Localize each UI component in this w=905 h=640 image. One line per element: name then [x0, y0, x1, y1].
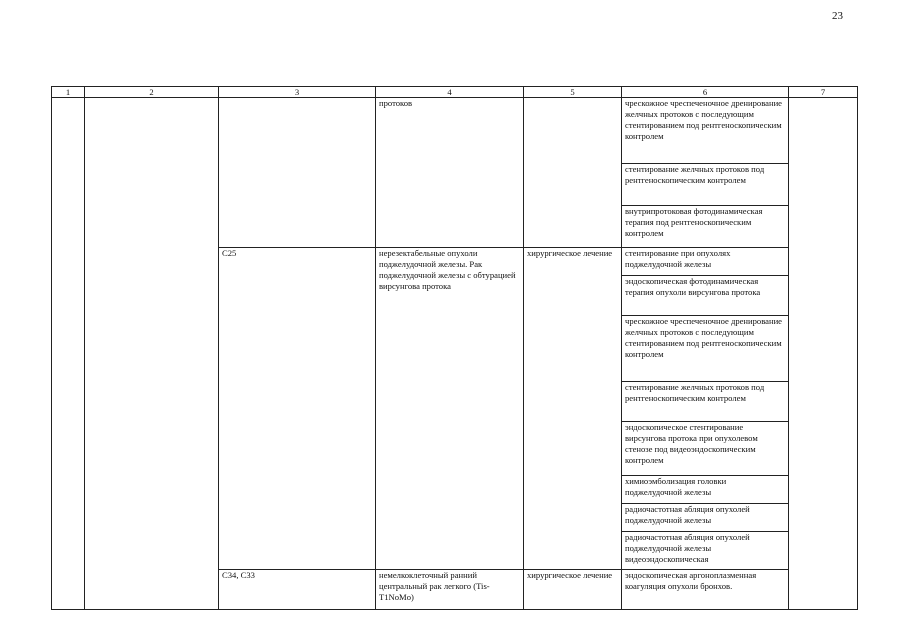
col-header-5: 5	[524, 87, 622, 98]
cell-diagnosis: протоков	[376, 98, 524, 248]
cell-col-1	[52, 98, 85, 610]
cell-method: чрескожное чреспеченочное дренирование желчных протоков с последующим стентированием под рентгеноскопическим контролем	[622, 98, 789, 164]
header-row	[52, 87, 858, 98]
col-header-3: 3	[219, 87, 376, 98]
cell-code: C34, C33	[219, 570, 376, 610]
document-table	[51, 86, 858, 610]
cell-diagnosis: немелкоклеточный ранний центральный рак легкого (Tis-T1NoMo)	[376, 570, 524, 610]
cell-method: химиоэмболизация головки поджелудочной железы	[622, 476, 789, 504]
col-header-6: 6	[622, 87, 789, 98]
col-header-7: 7	[789, 87, 858, 98]
cell-treatment: хирургическое лечение	[524, 248, 622, 570]
cell-method: эндоскопическая фотодинамическая терапия опухоли вирсунгова протока	[622, 276, 789, 316]
page-number: 23	[832, 10, 843, 22]
cell-method: стентирование при опухолях поджелудочной железы	[622, 248, 789, 276]
cell-method: радиочастотная абляция опухолей поджелудочной железы видеоэндоскопическая	[622, 532, 789, 570]
cell-code: C25	[219, 248, 376, 570]
col-header-1: 1	[52, 87, 85, 98]
cell-code	[219, 98, 376, 248]
cell-method: чрескожное чреспеченочное дренирование желчных протоков с последующим стентированием под рентгеноскопическим контролем	[622, 316, 789, 382]
cell-diagnosis: нерезектабельные опухоли поджелудочной железы. Рак поджелудочной железы с обтурацией вирсунгова протока	[376, 248, 524, 570]
cell-method: стентирование желчных протоков под рентгеноскопическим контролем	[622, 382, 789, 422]
cell-method: эндоскопическая аргоноплазменная коагуляция опухоли бронхов.	[622, 570, 789, 610]
col-header-4: 4	[376, 87, 524, 98]
cell-method: эндоскопическое стентирование вирсунгова протока при опухолевом стенозе под видеоэндоскопическим контролем	[622, 422, 789, 476]
cell-col-7	[789, 98, 858, 610]
cell-treatment: хирургическое лечение	[524, 570, 622, 610]
col-header-2: 2	[85, 87, 219, 98]
cell-treatment	[524, 98, 622, 248]
cell-col-2	[85, 98, 219, 610]
cell-method: стентирование желчных протоков под рентгеноскопическим контролем	[622, 164, 789, 206]
cell-method: радиочастотная абляция опухолей поджелудочной железы	[622, 504, 789, 532]
table-row	[52, 98, 858, 164]
cell-method: внутрипротоковая фотодинамическая терапия под рентгеноскопическим контролем	[622, 206, 789, 248]
